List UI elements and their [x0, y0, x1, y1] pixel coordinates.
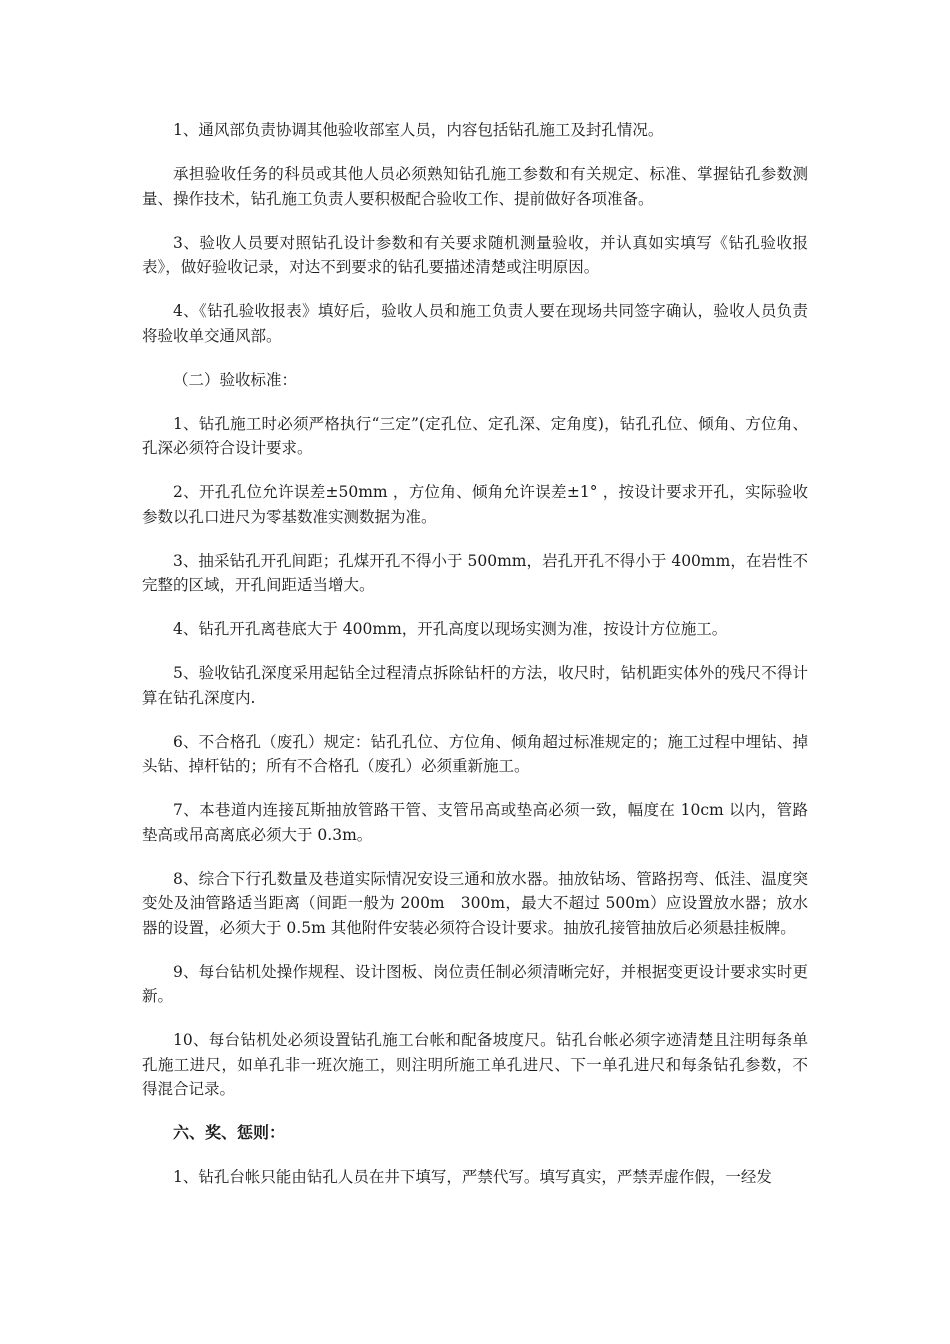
paragraph-rewards-1: 1、钻孔台帐只能由钻孔人员在井下填写，严禁代写。填写真实，严禁弄虚作假，一经发: [173, 1167, 772, 1186]
paragraph-standard-10: 10、每台钻机处必须设置钻孔施工台帐和配备坡度尺。钻孔台帐必须字迹清楚且注明每条单孔施工进尺，如单孔非一班次施工，则注明所施工单孔进尺、下一单孔进尺和每条钻孔参数，不得混合记录。: [142, 1031, 808, 1098]
paragraph-standard-3: 3、抽采钻孔开孔间距；孔煤开孔不得小于 500mm，岩孔开孔不得小于 400mm，在岩性不完整的区域，开孔间距适当增大。: [142, 551, 808, 594]
subsection-heading-standards: （二）验收标准：: [173, 370, 298, 389]
paragraph-standard-7: 7、本巷道内连接瓦斯抽放管路干管、支管吊高或垫高必须一致，幅度在 10cm 以内，管路垫高或吊高离底必须大于 0.3m。: [142, 801, 808, 844]
paragraph-standard-9: 9、每台钻机处操作规程、设计图板、岗位责任制必须清晰完好，并根据变更设计要求实时更新。: [142, 962, 808, 1005]
paragraph-standard-2: 2、开孔孔位允许误差±50mm ，方位角、倾角允许误差±1° ，按设计要求开孔，实际验收参数以孔口进尺为零基数准实测数据为准。: [142, 483, 808, 526]
paragraph-standard-4: 4、钻孔开孔离巷底大于 400mm，开孔高度以现场实测为准，按设计方位施工。: [173, 620, 728, 638]
paragraph-standard-5: 5、验收钻孔深度采用起钻全过程清点拆除钻杆的方法，收尺时，钻机距实体外的残尺不得计算在钻孔深度内.: [142, 664, 808, 707]
paragraph-acceptance-personnel: 承担验收任务的科员或其他人员必须熟知钻孔施工参数和有关规定、标准、掌握钻孔参数测量、操作技术，钻孔施工负责人要积极配合验收工作、提前做好各项准备。: [142, 165, 808, 208]
paragraph-acceptance-measurement: 3、验收人员要对照钻孔设计参数和有关要求随机测量验收，并认真如实填写《钻孔验收报表》，做好验收记录，对达不到要求的钻孔要描述清楚或注明原因。: [142, 233, 808, 276]
document-body: [142, 118, 808, 1209]
paragraph-standard-6: 6、不合格孔（废孔）规定：钻孔孔位、方位角、倾角超过标准规定的；施工过程中埋钻、掉头钻、掉杆钻的；所有不合格孔（废孔）必须重新施工。: [142, 732, 808, 775]
section-heading-rewards-penalties: 六、奖、惩则：: [173, 1123, 286, 1142]
paragraph-acceptance-organization: 1、通风部负责协调其他验收部室人员，内容包括钻孔施工及封孔情况。: [173, 121, 664, 139]
paragraph-standard-1: 1、钻孔施工时必须严格执行“三定”(定孔位、定孔深、定角度)，钻孔孔位、倾角、方位角、孔深必须符合设计要求。: [142, 414, 808, 457]
paragraph-acceptance-report-signing: 4、《钻孔验收报表》填好后，验收人员和施工负责人要在现场共同签字确认，验收人员负责将验收单交通风部。: [142, 302, 808, 345]
paragraph-standard-8: 8、综合下行孔数量及巷道实际情况安设三通和放水器。抽放钻场、管路拐弯、低洼、温度突变处及油管路适当距离（间距一般为 200m 300m，最大不超过 500m）应设置放水器；放水器的设置，必须大于 0.5m 其他附件安装必须符合设计要求。抽放孔接管抽放后必须悬挂板牌。: [142, 869, 808, 937]
